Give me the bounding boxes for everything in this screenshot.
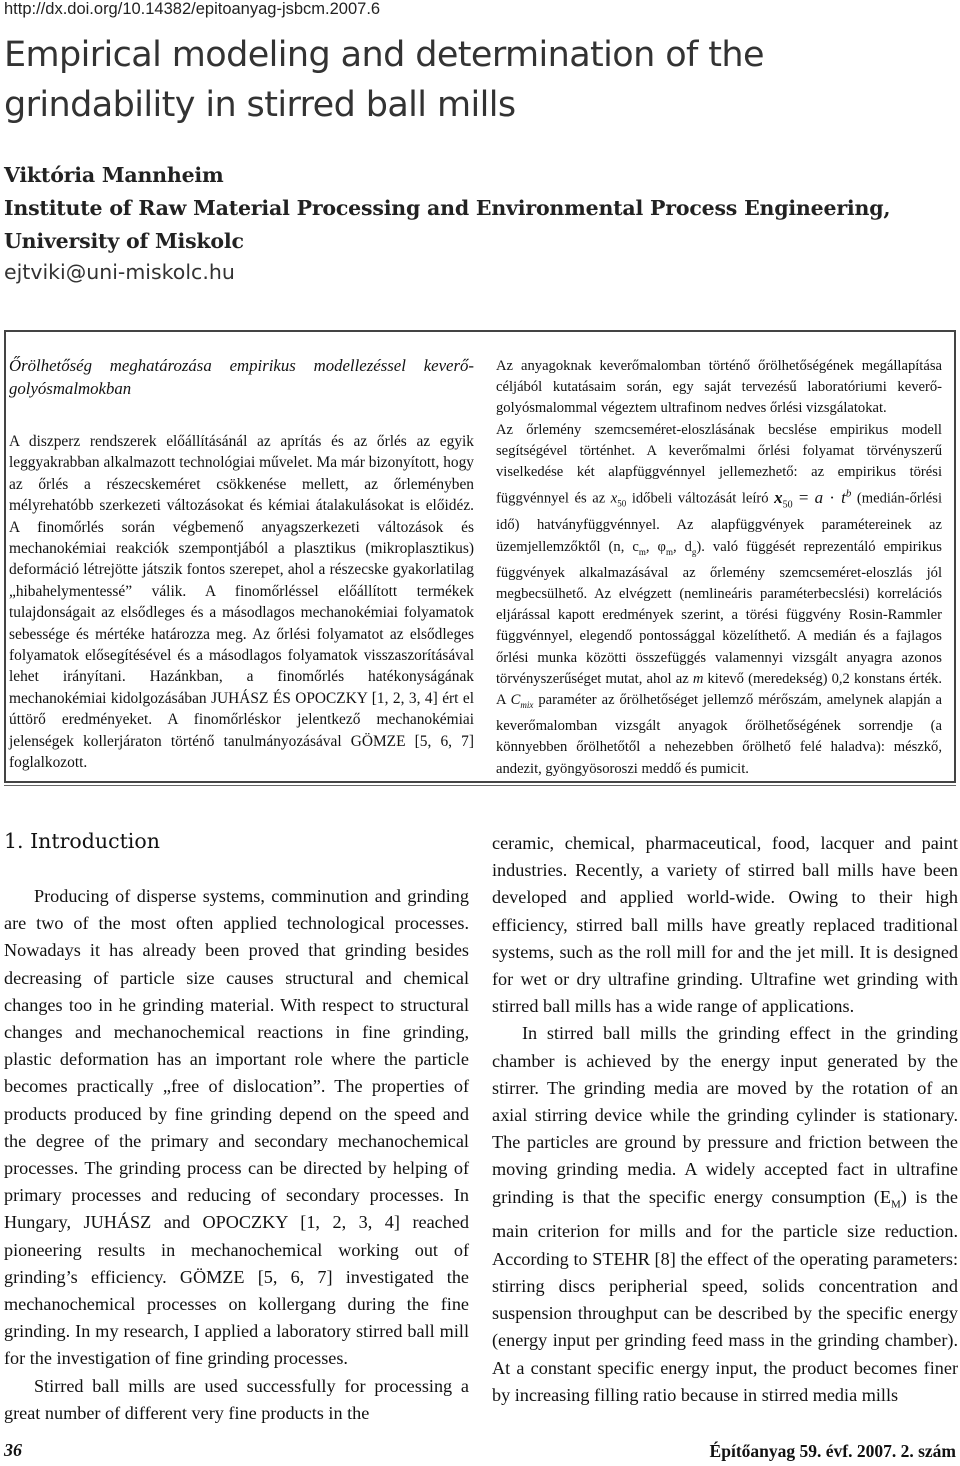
section-heading-introduction: 1. Introduction: [4, 829, 160, 853]
abstract-title: Őrölhetőség meghatározása empirikus modellezéssel keverő-golyósmalmokban: [9, 356, 474, 398]
intro-paragraph-2: Stirred ball mills are used successfully for processing a great number of different very fine products in the: [4, 1375, 469, 1423]
abstract-left-column: [9, 354, 474, 774]
author-name: Viktória Mannheim: [4, 163, 224, 187]
abstract-right-paragraph-2: Az őrlemény szemcseméret-eloszlásának becslése empirikus modell segítségével történhet. A keverőmalmi őrlési folyamat törvényszerű viselkedése két alapfüggvénnyel jellemezhető: az empirikus törési függvénnyel és az $x_{50}$ időbeli változását leíró $x_{50} = a \cdot t^b$ (medián-őrlési idő) hatványfüggvénnyel. Az alapfüggvények paramétereinek az üzemjellemzőktől (n, $c_m$, $\varphi_m$, $d_g$). való függését reprezentáló empirikus függvények alkalmazásával az őrlemény szemcseméret-eloszlás jól megbecsülhető. Az elvégzett (nemlineáris paraméterbecslési) korrelációs eljárással kapott eredmények szerint, a törési függvény Rosin-Rammler függvénnyel, elegendő pontossággal közelíthető. A medián és a fajlagos őrlési munka közötti összefüggés valamennyi vizsgált anyagra azonos törvényszerűséget mutat, ahol az m kitevő (meredekség) 0,2 konstans érték. A $C_{mix}$ paraméter az őrölhetőséget jellemző mérőszám, amelynek alapján a keverőmalomban vizsgált anyagok őrölhetőségének sorrendje (a könnyebben őrölhetőtől a nehezebben őrölhető felé haladva): mészkő, andezit, gyöngyösoroszi meddő és pumicit.: [496, 421, 942, 777]
formula: $x_{50} = a \cdot t^b$: [774, 487, 852, 511]
paper-title: Empirical modeling and determination of the grindability in stirred ball mills: [4, 35, 764, 125]
page-number: 36: [4, 1440, 22, 1460]
author-email[interactable]: ejtviki@uni-miskolc.hu: [4, 260, 235, 284]
body-left-column: [4, 883, 469, 1427]
section-divider: [4, 785, 956, 786]
abstract-box: [4, 330, 956, 783]
author-affiliation-line2: University of Miskolc: [4, 229, 244, 253]
intro-paragraph-3: ceramic, chemical, pharmaceutical, food, lacquer and paint industries. Recently, a variety of stirred ball mills have been developed and applied world-wide. Owing to their high efficiency, stirred ball mills have greatly replaced traditional systems, such as the roll mill for and the jet mill. It is designed for wet or dry ultrafine grinding. Ultrafine wet grinding with stirred ball mills has a wide range of applications.: [492, 833, 958, 1017]
author-affiliation-line1: Institute of Raw Material Processing and Environmental Process Engineering,: [4, 196, 891, 220]
doi-link[interactable]: http://dx.doi.org/10.14382/epitoanyag-jsbcm.2007.6: [4, 0, 381, 18]
body-right-column: [492, 830, 958, 1409]
intro-paragraph-4: In stirred ball mills the grinding effect in the grinding chamber is achieved by the energy input generated by the stirrer. The grinding media are moved by the rotation of an axial stirring device while the grinding cylinder is stationary. The particles are ground by pressure and friction between the moving grinding media. A widely accepted fact in ultrafine grinding is that the specific energy consumption $(E_M)$ is the main criterion for mills and for the particle size reduction. According to STEHR [8] the effect of the operating parameters: stirring discs peripherial speed, solids concentration and suspension throughput can be described by the specific energy (energy input per grinding feed mass in the grinding chamber). At a constant specific energy input, the product becomes finer by increasing filling ratio because in stirred media mills: [492, 1023, 958, 1405]
abstract-right-column: [496, 356, 942, 780]
journal-info: Építőanyag 59. évf. 2007. 2. szám: [709, 1441, 956, 1461]
abstract-left-text: A diszperz rendszerek előállításánál az aprítás és az őrlés az egyik leggyakrabban alkalmazott technológiai művelet. Ma már bizonyított, hogy az őrlés a részecskeméret csökkenése mellett, az őrleményben mélyrehatóbb szerkezeti változásokat és kémiai átalakulásokat is előidéz. A finomőrlés során végbemenő anyagszerkezeti változások és mechanokémiai reakciók szempontjából a plasztikus (mikroplasztikus) deformáció létrejötte játszik fontos szerepet, ahol a részecske gyakorlatilag „hibahelymentessé” válik. A finomőrléssel előállított termékek tulajdonságait az elsődleges és a másodlagos mechanokémiai folyamatok sebessége és mértéke határozza meg. Az őrlési folyamatot az elsődleges folyamatok elősegítésével és a másodlagos folyamatok visszaszorításával lehet irányítani. Hazánkban, a finomőrlés hatékonyságának mechanokémiai kidolgozásában JUHÁSZ ÉS OPOCZKY [1, 2, 3, 4] ért el úttörő eredményeket. A finomőrléskor jelentkező mechanokémiai jelenségek kollerjáraton történő tanulmányozásával GÖMZE [5, 6, 7] foglalkozott.: [9, 433, 474, 772]
intro-paragraph-1: Producing of disperse systems, comminution and grinding are two of the most often applied technological processes. Nowadays it has already been proved that grinding besides decreasing of particle size causes structural and chemical changes too in he grinding material. With respect to structural changes and mechanochemical reactions in fine grinding, plastic deformation has an important role where the particle becomes practically „free of dislocation”. The properties of products produced by fine grinding depend on the speed and the degree of the primary and secondary mechanochemical processes. The grinding process can be directed by helping of primary processes and reducing of secondary processes. In Hungary, JUHÁSZ and OPOCZKY [1, 2, 3, 4] reached pioneering results in mechanochemical working out of grinding’s efficiency. GÖMZE [5, 6, 7] investigated the mechanochemical processes on kollergang during the fine grinding. In my research, I applied a laboratory stirred ball mill for the investigation of fine grinding processes.: [4, 886, 469, 1369]
abstract-right-paragraph-1: Az anyagoknak keverőmalomban történő őrölhetőségének megállapítása céljából kutatásaim során, egy saját tervezésű laboratóriumi keverő-golyósmalommal végeztem ultrafinom nedves őrlési vizsgálatokat.: [496, 358, 942, 417]
